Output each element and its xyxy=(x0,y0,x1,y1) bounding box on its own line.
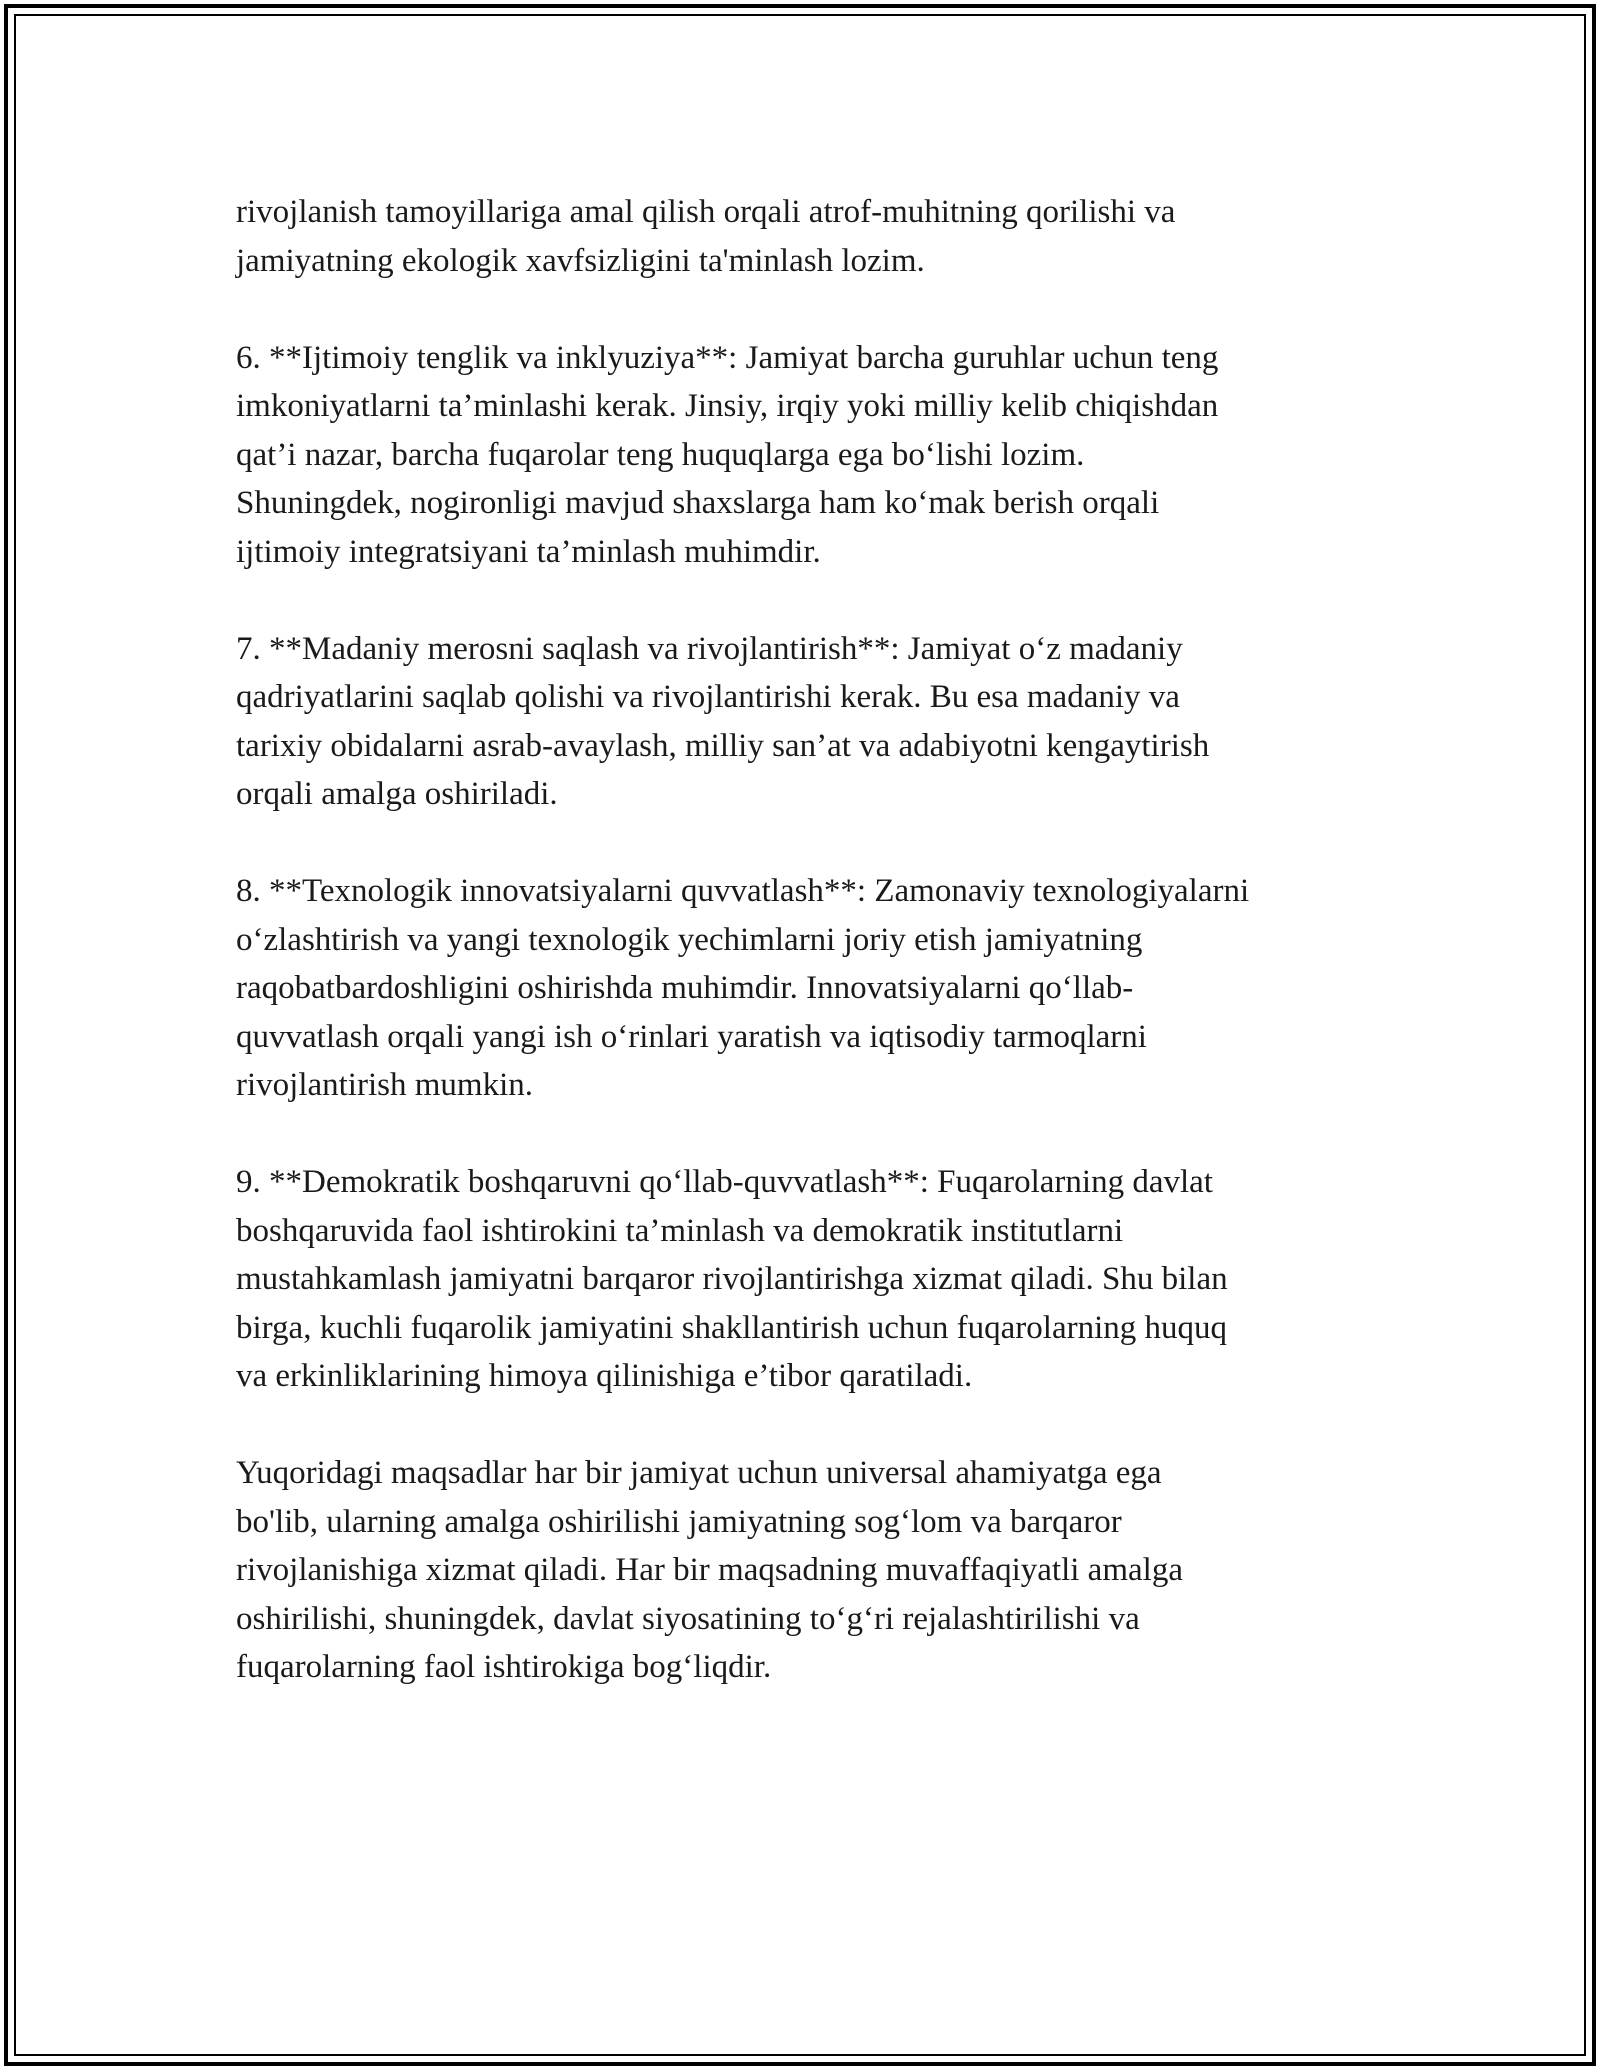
paragraph-item-9 xyxy=(236,1158,1376,1401)
paragraph-conclusion xyxy=(236,1449,1376,1692)
paragraph-item-7 xyxy=(236,625,1376,819)
text-line: jamiyatning ekologik xavfsizligini ta'minlash lozim. xyxy=(236,242,925,279)
text-line: bo'lib, ularning amalga oshirilishi jamiyatning sog‘lom va barqaror xyxy=(236,1503,1122,1540)
text-line: tarixiy obidalarni asrab-avaylash, milliy san’at va adabiyotni kengaytirish xyxy=(236,727,1210,764)
paragraph-item-8 xyxy=(236,867,1376,1110)
text-line: boshqaruvida faol ishtirokini ta’minlash va demokratik institutlarni xyxy=(236,1212,1124,1249)
text-line: mustahkamlash jamiyatni barqaror rivojlantirishga xizmat qiladi. Shu bilan xyxy=(236,1261,1228,1297)
text-line: fuqarolarning faol ishtirokiga bog‘liqdir. xyxy=(236,1649,772,1685)
text-line: oshirilishi, shuningdek, davlat siyosatining to‘g‘ri rejalashtirilishi va xyxy=(236,1600,1140,1637)
paragraph-item-6 xyxy=(236,334,1376,577)
text-line: quvvatlash orqali yangi ish o‘rinlari yaratish va iqtisodiy tarmoqlarni xyxy=(236,1018,1147,1055)
paragraph-intro-continuation xyxy=(236,188,1376,285)
text-line: o‘zlashtirish va yangi texnologik yechimlarni joriy etish jamiyatning xyxy=(236,921,1143,958)
text-line: va erkinliklarining himoya qilinishiga e’tibor qaratiladi. xyxy=(236,1358,973,1394)
text-line: 8. **Texnologik innovatsiyalarni quvvatlash**: Zamonaviy texnologiyalarni xyxy=(236,873,1250,909)
text-line: ijtimoiy integratsiyani ta’minlash muhimdir. xyxy=(236,533,821,570)
text-line: imkoniyatlarni ta’minlashi kerak. Jinsiy, irqiy yoki milliy kelib chiqishdan xyxy=(236,388,1219,424)
text-line: birga, kuchli fuqarolik jamiyatini shakllantirish uchun fuqarolarning huquq xyxy=(236,1309,1228,1346)
text-line: 9. **Demokratik boshqaruvni qo‘llab-quvvatlash**: Fuqarolarning davlat xyxy=(236,1164,1213,1200)
text-line: rivojlanishiga xizmat qiladi. Har bir maqsadning muvaffaqiyatli amalga xyxy=(236,1552,1183,1588)
text-line: 7. **Madaniy merosni saqlash va rivojlantirish**: Jamiyat o‘z madaniy xyxy=(236,630,1183,667)
document-body xyxy=(236,188,1376,1740)
text-line: orqali amalga oshiriladi. xyxy=(236,776,558,812)
text-line: raqobatbardoshligini oshirishda muhimdir. Innovatsiyalarni qo‘llab- xyxy=(236,970,1134,1006)
text-line: rivojlanish tamoyillariga amal qilish orqali atrof-muhitning qorilishi va xyxy=(236,194,1176,230)
text-line: Yuqoridagi maqsadlar har bir jamiyat uchun universal ahamiyatga ega xyxy=(236,1455,1162,1491)
text-line: Shuningdek, nogironligi mavjud shaxslarga ham ko‘mak berish orqali xyxy=(236,485,1160,521)
text-line: qat’i nazar, barcha fuqarolar teng huquqlarga ega bo‘lishi lozim. xyxy=(236,436,1085,473)
text-line: 6. **Ijtimoiy tenglik va inklyuziya**: Jamiyat barcha guruhlar uchun teng xyxy=(236,339,1219,376)
text-line: rivojlantirish mumkin. xyxy=(236,1067,533,1103)
text-line: qadriyatlarini saqlab qolishi va rivojlantirishi kerak. Bu esa madaniy va xyxy=(236,679,1180,715)
